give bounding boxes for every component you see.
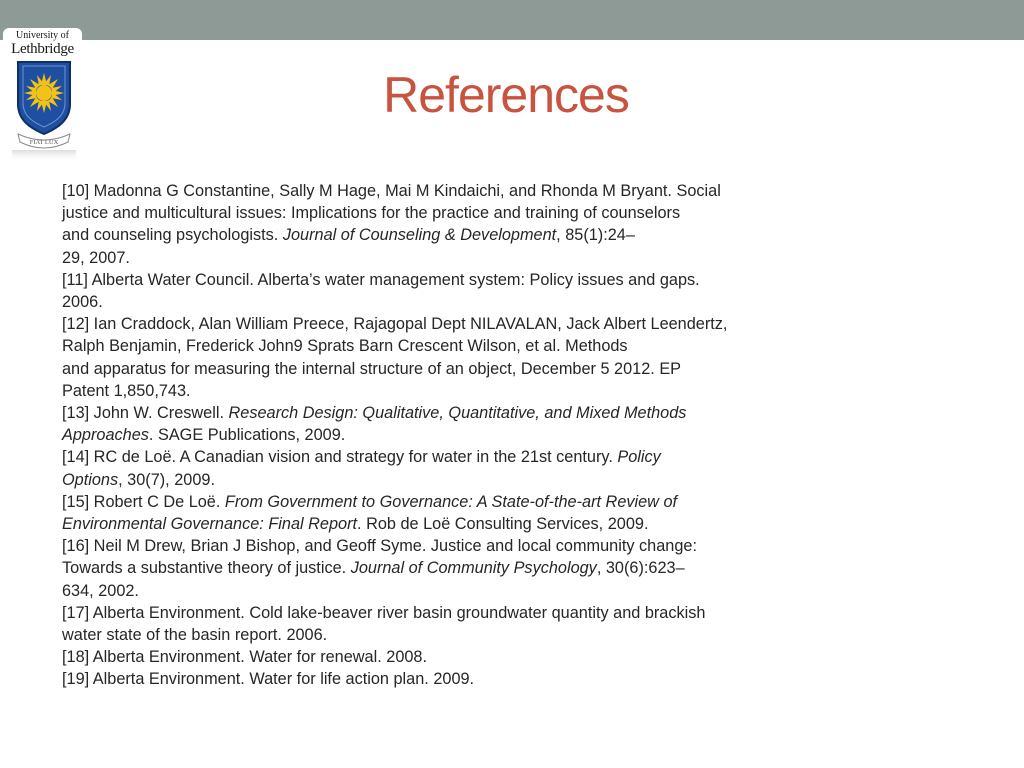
- slide-title-container: [0, 64, 1024, 126]
- reference-text: Ralph Benjamin, Frederick John9 Sprats Barn Crescent Wilson, et al. Methods: [62, 337, 628, 356]
- reference-line: [62, 291, 842, 313]
- logo-label: [3, 28, 82, 60]
- reference-text: [13] John W. Creswell.: [62, 404, 229, 423]
- reference-line: [62, 402, 842, 424]
- reference-line: [62, 202, 842, 224]
- reference-italic-text: From Government to Governance: A State-of-the-art Review of: [224, 492, 678, 511]
- motto-text: FIAT LUX: [29, 139, 59, 146]
- reference-italic-text: Journal of Community Psychology: [350, 559, 597, 578]
- reference-line: [62, 557, 842, 579]
- reference-line: [62, 580, 842, 602]
- reference-line: [62, 247, 842, 269]
- reference-text: and apparatus for measuring the internal structure of an object, December 5 2012. EP: [62, 359, 682, 378]
- reference-italic-text: Policy: [617, 448, 661, 467]
- reference-text: 29, 2007.: [62, 248, 130, 267]
- reference-text: [11] Alberta Water Council. Alberta’s water management system: Policy issues and gaps.: [62, 270, 700, 289]
- reference-line: [62, 446, 842, 468]
- reference-line: [62, 224, 842, 246]
- reference-line: [62, 358, 842, 380]
- reference-line: [62, 380, 842, 402]
- reference-text: justice and multicultural issues: Implications for the practice and training of counselors: [62, 204, 681, 223]
- reference-text: [17] Alberta Environment. Cold lake-beaver river basin groundwater quantity and brackish: [62, 603, 706, 622]
- reference-italic-text: Environmental Governance: Final Report: [62, 515, 358, 534]
- reference-text: 2006.: [62, 293, 103, 312]
- reference-line: [62, 269, 842, 291]
- reference-italic-text: Options: [62, 470, 119, 489]
- reference-text: Patent 1,850,743.: [62, 381, 191, 400]
- reference-line: [62, 491, 842, 513]
- reference-text: , 30(6):623–: [596, 559, 685, 578]
- reference-text: [15] Robert C De Loë.: [62, 492, 225, 511]
- reference-text: [10] Madonna G Constantine, Sally M Hage, Mai M Kindaichi, and Rhonda M Bryant. Social: [62, 182, 721, 200]
- reference-text: [14] RC de Loë. A Canadian vision and strategy for water in the 21st century.: [62, 448, 618, 467]
- reference-italic-text: Research Design: Qualitative, Quantitative, and Mixed Methods: [228, 404, 687, 423]
- reference-text: , 85(1):24–: [556, 226, 635, 245]
- reference-text: [16] Neil M Drew, Brian J Bishop, and Geoff Syme. Justice and local community change:: [62, 537, 697, 556]
- reference-line: [62, 469, 842, 491]
- reference-text: 634, 2002.: [62, 581, 139, 600]
- top-bar: [0, 0, 1024, 40]
- slide-title: References: [383, 67, 629, 123]
- reference-italic-text: Journal of Counseling & Development: [282, 226, 557, 245]
- reference-line: [62, 646, 842, 668]
- reference-text: Towards a substantive theory of justice.: [62, 559, 351, 578]
- references-list: [62, 180, 842, 691]
- reference-line: [62, 424, 842, 446]
- reference-text: [12] Ian Craddock, Alan William Preece, Rajagopal Dept NILAVALAN, Jack Albert Leendertz,: [62, 315, 728, 334]
- reference-text: , 30(7), 2009.: [118, 470, 215, 489]
- reference-text: and counseling psychologists.: [62, 226, 283, 245]
- logo-line-2: Lethbridge: [11, 41, 74, 57]
- reference-italic-text: Approaches: [62, 426, 149, 445]
- reference-text: [19] Alberta Environment. Water for life action plan. 2009.: [62, 670, 475, 689]
- reference-line: [62, 624, 842, 646]
- reference-line: [62, 180, 842, 202]
- reference-text: . SAGE Publications, 2009.: [148, 426, 346, 445]
- reference-text: . Rob de Loë Consulting Services, 2009.: [357, 515, 649, 534]
- reference-line: [62, 513, 842, 535]
- reference-line: [62, 602, 842, 624]
- reference-text: [18] Alberta Environment. Water for renewal. 2008.: [62, 648, 428, 667]
- reference-line: [62, 535, 842, 557]
- reference-line: [62, 313, 842, 335]
- reference-text: water state of the basin report. 2006.: [62, 626, 328, 645]
- reference-line: [62, 668, 842, 690]
- logo-line-1: University of: [15, 30, 70, 41]
- reference-line: [62, 335, 842, 357]
